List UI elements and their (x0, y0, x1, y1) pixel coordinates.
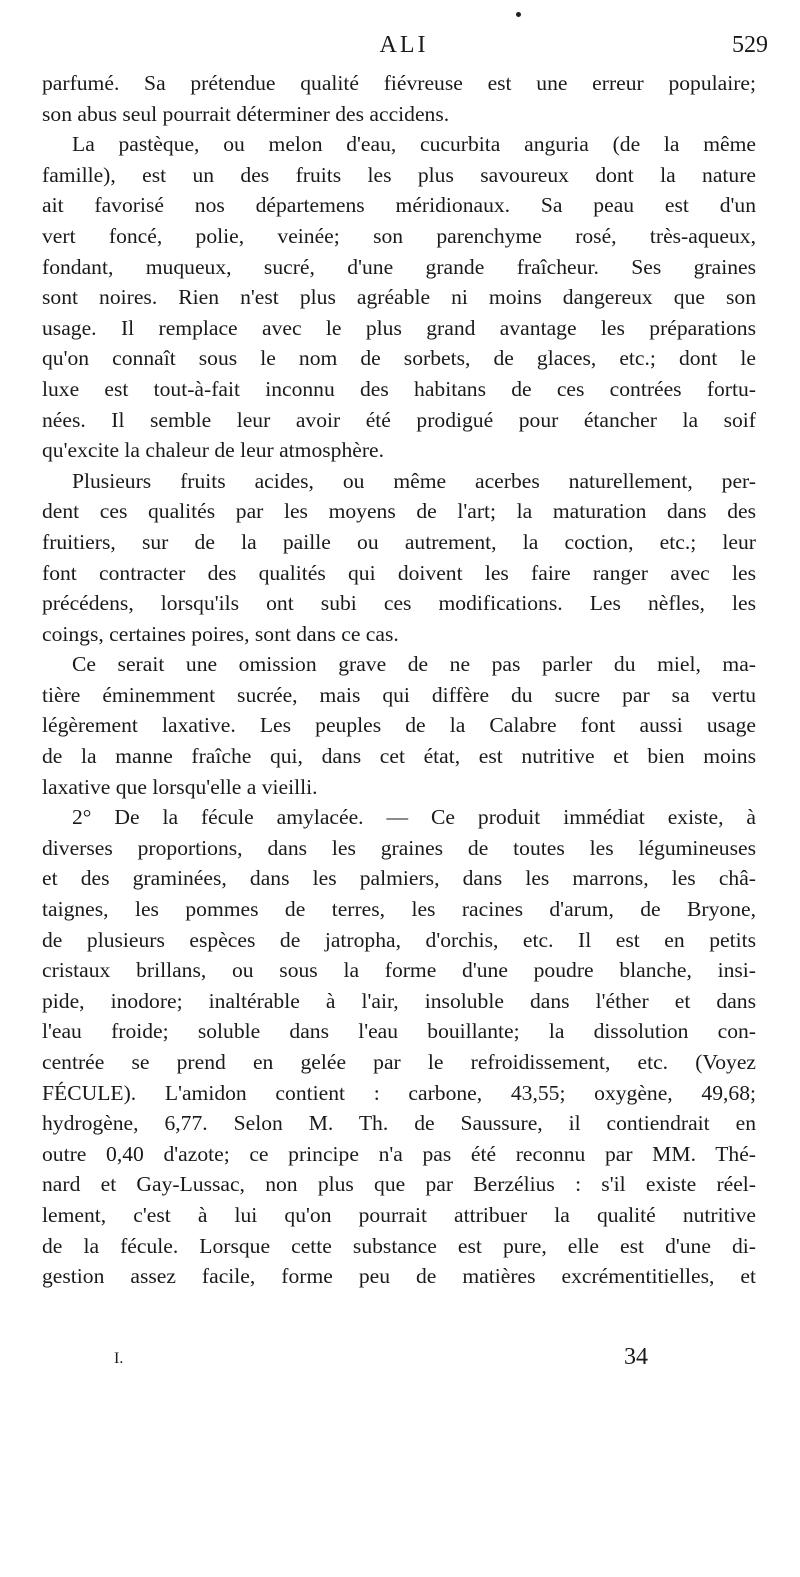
text-line: nées. Il semble leur avoir été prodigué pour étancher la soif (42, 407, 756, 432)
running-head (40, 32, 768, 62)
text-line: hydrogène, 6,77. Selon M. Th. de Saussure, il contiendrait en (42, 1111, 756, 1136)
text-line: de la fécule. Lorsque cette substance est pure, elle est d'une di- (42, 1233, 756, 1258)
text-line: fruitiers, sur de la paille ou autrement, la coction, etc.; leur (42, 529, 756, 554)
text-line: fondant, muqueux, sucré, d'une grande fraîcheur. Ses graines (42, 254, 756, 279)
text-line: l'eau froide; soluble dans l'eau bouillante; la dissolution con- (42, 1019, 756, 1044)
signature-number: 34 (624, 1344, 648, 1370)
text-line: et des graminées, dans les palmiers, dans les marrons, les châ- (42, 866, 756, 891)
text-line: Plusieurs fruits acides, ou même acerbes naturellement, per- (72, 468, 756, 493)
text-line: luxe est tout-à-fait inconnu des habitans de ces contrées fortu- (42, 376, 756, 401)
page-number: 529 (732, 32, 768, 58)
text-line: Ce serait une omission grave de ne pas parler du miel, ma- (72, 652, 756, 677)
text-line: FÉCULE). L'amidon contient : carbone, 43,55; oxygène, 49,68; (42, 1080, 756, 1105)
text-line: La pastèque, ou melon d'eau, cucurbita anguria (de la même (72, 132, 756, 157)
text-line: précédens, lorsqu'ils ont subi ces modifications. Les nèfles, les (42, 591, 756, 616)
body-text (42, 68, 756, 1292)
text-line: gestion assez facile, forme peu de matières excrémentitielles, et (42, 1264, 756, 1289)
text-line: taignes, les pommes de terres, les racines d'arum, de Bryone, (42, 897, 756, 922)
text-line: tière éminemment sucrée, mais qui diffère du sucre par sa vertu (42, 682, 756, 707)
text-line: parfumé. Sa prétendue qualité fiévreuse est une erreur populaire; (42, 71, 756, 95)
text-line: outre 0,40 d'azote; ce principe n'a pas été reconnu par MM. Thé- (42, 1141, 756, 1166)
ink-dot (516, 12, 521, 17)
text-line: qu'on connaît sous le nom de sorbets, de glaces, etc.; dont le (42, 346, 756, 371)
text-line: de plusieurs espèces de jatropha, d'orchis, etc. Il est en petits (42, 927, 756, 952)
text-line: légèrement laxative. Les peuples de la Calabre font aussi usage (42, 713, 756, 738)
text-line: coings, certaines poires, sont dans ce cas. (42, 621, 399, 646)
text-line: diverses proportions, dans les graines de toutes les légumineuses (42, 835, 756, 860)
text-line: laxative que lorsqu'elle a vieilli. (42, 774, 318, 799)
text-line: cristaux brillans, ou sous la forme d'une poudre blanche, insi- (42, 958, 756, 983)
text-line: nard et Gay-Lussac, non plus que par Berzélius : s'il existe réel- (42, 1172, 756, 1197)
text-line: son abus seul pourrait déterminer des accidens. (42, 101, 450, 126)
text-line: centrée se prend en gelée par le refroidissement, etc. (Voyez (42, 1050, 756, 1074)
text-line: ait favorisé nos départemens méridionaux. Sa peau est d'un (42, 193, 756, 218)
text-line: sont noires. Rien n'est plus agréable ni moins dangereux que son (42, 285, 756, 310)
text-line: de la manne fraîche qui, dans cet état, est nutritive et bien moins (42, 744, 756, 769)
text-line: pide, inodore; inaltérable à l'air, insoluble dans l'éther et dans (42, 988, 756, 1013)
text-line: 2° De la fécule amylacée. — Ce produit immédiat existe, à (72, 805, 756, 830)
text-line: vert foncé, polie, veinée; son parenchyme rosé, très-aqueux, (42, 223, 756, 248)
running-title: ALI (379, 32, 429, 58)
page-footer (40, 1344, 768, 1374)
text-line: dent ces qualités par les moyens de l'art; la maturation dans des (42, 499, 756, 524)
text-line: lement, c'est à lui qu'on pourrait attribuer la qualité nutritive (42, 1202, 756, 1227)
text-line: font contracter des qualités qui doivent les faire ranger avec les (42, 560, 756, 585)
text-line: usage. Il remplace avec le plus grand avantage les préparations (42, 315, 756, 340)
text-line: qu'excite la chaleur de leur atmosphère. (42, 438, 385, 463)
signature-mark: I. (114, 1350, 124, 1367)
text-line: famille), est un des fruits les plus savoureux dont la nature (42, 162, 756, 187)
